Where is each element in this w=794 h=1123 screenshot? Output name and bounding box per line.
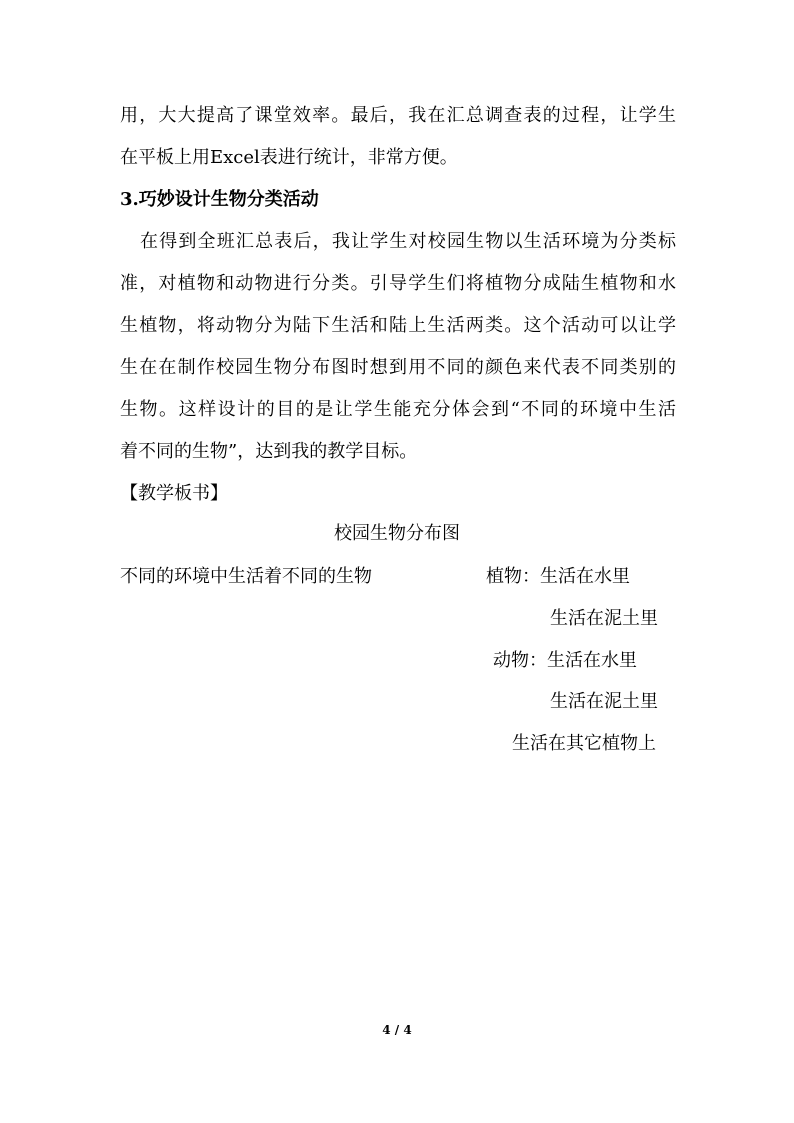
- section3-line1: 在得到全班汇总表后，我让学生对校园生物以生活环境为分类标: [140, 231, 676, 252]
- board-left-text: 不同的环境中生活着不同的生物: [120, 566, 372, 587]
- board-animal-sub1: 生活在泥土里: [550, 691, 658, 712]
- board-label: 【教学板书】: [120, 483, 228, 504]
- section3-line5: 生物。这样设计的目的是让学生能充分体会到“不同的环境中生活: [120, 399, 676, 420]
- paragraph1-line2: 在平板上用Excel表进行统计，非常方便。: [120, 147, 458, 168]
- section3-heading: 3.巧妙设计生物分类活动: [120, 189, 319, 210]
- board-title: 校园生物分布图: [334, 523, 460, 544]
- board-animal-sub2: 生活在其它植物上: [512, 733, 656, 754]
- board-animal-line: 动物：生活在水里: [493, 650, 637, 671]
- section3-line3: 生植物，将动物分为陆下生活和陆上生活两类。这个活动可以让学: [120, 315, 676, 336]
- page-number: 4 / 4: [382, 1023, 412, 1037]
- paragraph1-line1: 用，大大提高了课堂效率。最后，我在汇总调查表的过程，让学生: [120, 105, 676, 126]
- board-plant-sub: 生活在泥土里: [550, 608, 658, 629]
- section3-line4: 生在在制作校园生物分布图时想到用不同的颜色来代表不同类别的: [120, 357, 676, 378]
- section3-line2: 准，对植物和动物进行分类。引导学生们将植物分成陆生植物和水: [120, 273, 676, 294]
- board-plant-line: 植物：生活在水里: [486, 566, 630, 587]
- section3-line6: 着不同的生物”，达到我的教学目标。: [120, 441, 418, 462]
